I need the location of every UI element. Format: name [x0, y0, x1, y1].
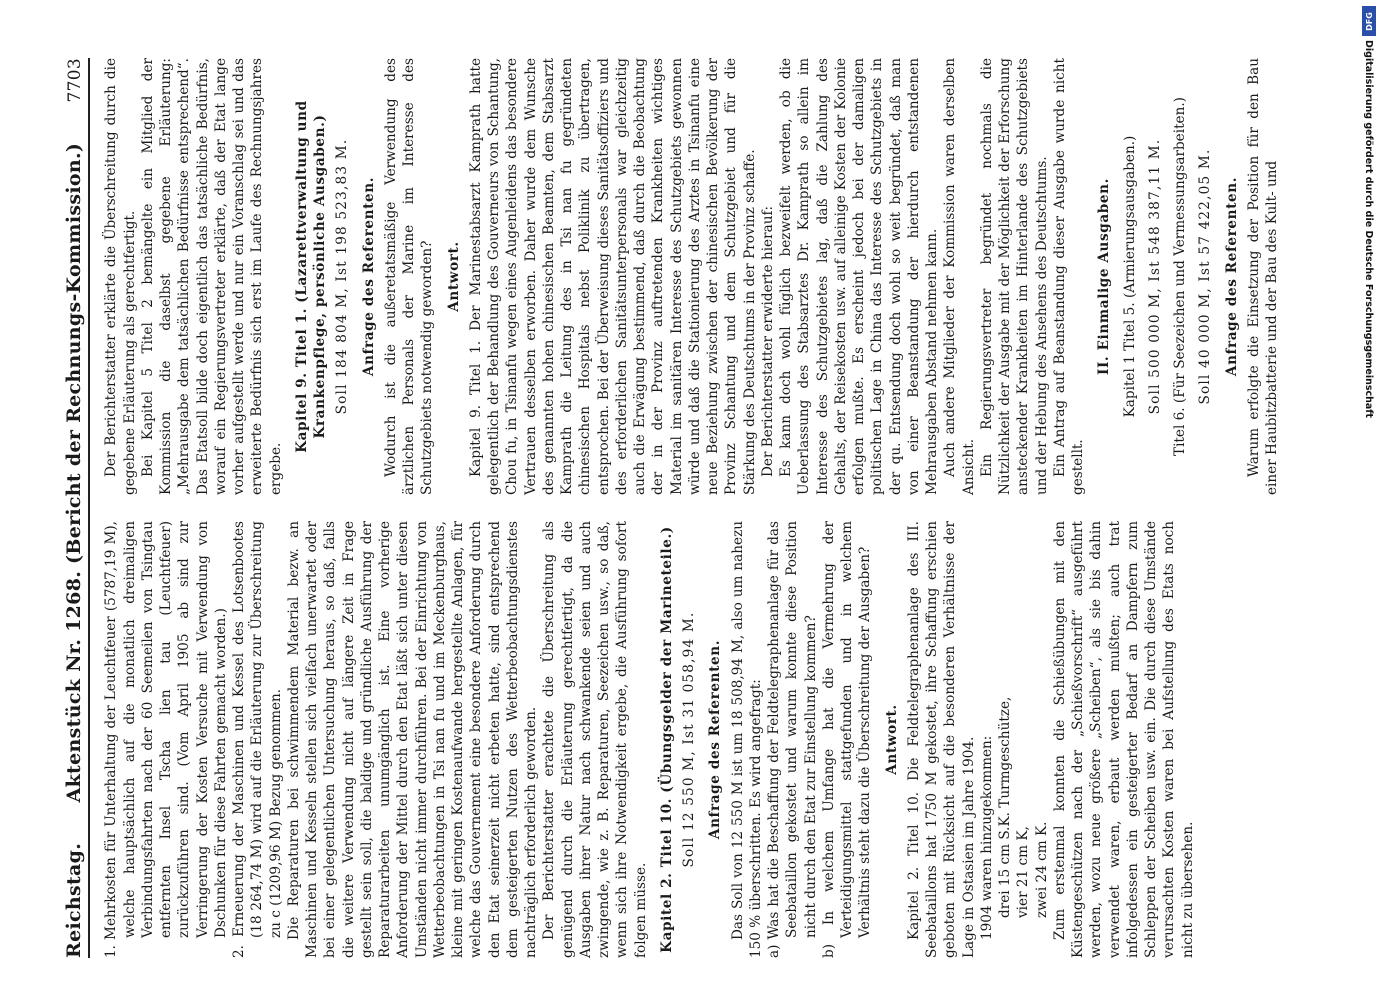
list-item: b) In welchem Umfange hat die Vermehrung der Verteidigungsmittel stattgefunden und in welchem Verhältnis steht dazu die Überschreitung der Ausgaben? — [820, 521, 874, 958]
section-heading: II. Einmalige Ausgaben. — [1096, 178, 1113, 375]
paragraph: Der Berichterstatter erachtete die Überschreitung als genügend durch die Erläuterung gerechtfertigt, da die Ausgaben ihrer Natur nach schwankende seien und auch zwingende, wie z. B. Reparaturen, Seezeichen usw., so daß, wenn sich ihre Notwendigkeit ergebe, die Ausführung sofort folgen müsse. — [541, 521, 649, 958]
paragraph: Bei Kapitel 5 Titel 2 bemängelte ein Mitglied der Kommission die daselbst gegebene Erläuterung: „Mehrausgabe dem tatsächlichen Bedürfnisse entsprechend“. Das Etatsoll bilde doch eigentlich das tatsächliche Bedürfnis, worauf ein Regierungsvertreter erklärte, daß der Etat lange vorher aufgestellt werde und nur ein Voranschlag sei und das erweiterte Bedürfnis sich erst im Laufe des Rechnungsjahres ergebe. — [139, 58, 284, 495]
budget-line: Soll 12 550 M, Ist 31 058,94 M. — [681, 611, 697, 868]
section-heading: Anfrage des Referenten. — [1223, 176, 1240, 377]
left-column — [102, 521, 1281, 958]
budget-line: Soll 500 000 M, Ist 548 387,11 M. — [1146, 138, 1163, 415]
paragraph: 1904 waren hinzugekommen: — [978, 735, 995, 940]
paragraph: Ein Antrag auf Beanstandung dieser Ausgabe wurde nicht gestellt. — [1051, 58, 1086, 495]
section-heading: Anfrage des Referenten. — [707, 639, 724, 840]
list-item: 1. Mehrkosten für Unterhaltung der Leuchtfeuer (5787,19 M), welche hauptsächlich auf die monatlich dreimaligen Verbindungsfahrten nach der 60 Seemeilen von Tsingtau entfernten Insel Tscha lien tau (Leuchtfeuer) zurückzuführen sind. (Vom April 1905 ab sind zur Verringerung der Kosten Versuche mit Verwendung von Dschunken für diese Fahrten gemacht worden.) — [103, 521, 229, 958]
budget-line: Soll 184 804 M, Ist 198 523,83 M. — [334, 138, 351, 415]
paragraph: Kapitel 2. Titel 10. Die Feldtelegraphenanlage des III. Seebataillons hat 1750 M gekostet, ihre Schaffung erschien geboten mit Rücksicht auf die besonderen Verhältnisse der Lage in Ostasien im Jahre 1904. — [905, 521, 977, 958]
document-page — [35, 30, 1325, 990]
list-entry: vier 21 cm K, — [1015, 826, 1032, 918]
paragraph: Wodurch ist die außeretatsmäßige Verwendung des ärztlichen Personals der Marine im Interesse des Schutzgebiets notwendig geworden? — [382, 58, 436, 495]
paragraph: Die Reparaturen bei schwimmendem Material bezw. an Maschinen und Kesseln stellen sich vielfach unerwartet oder bei einer gelegentlichen Untersuchung heraus, so daß, falls die weitere Verwendung nicht auf längere Zeit in Frage gestellt sein soll, die baldige und gründliche Ausführung der Reparaturarbeiten unumgänglich ist. Eine vorherige Anforderung der Mittel durch den Etat läßt sich unter diesen Umständen nicht immer durchführen. Bei der Einrichtung von Wetterbeobachtungen in Tsi nan fu und im Meckenburghaus, kleine mit geringen Kostenaufwande hergestellte Anlagen, für welche das Gouvernement eine besondere Anforderung durch den Etat seinerzeit nicht erbeten hatte, sind entsprechend dem gesteigerten Nutzen des Wetterbeobachtungsdienstes nachträglich erforderlich geworden. — [285, 521, 539, 958]
paragraph: Das Soll von 12 550 M ist um 18 508,94 M, also um nahezu 150 % überschritten. Es wird angefragt: — [729, 521, 764, 958]
section-heading: Kapitel 9. Titel 1. (Lazarettverwaltung und Krankenpflege, persönliche Ausgaben.) — [293, 100, 328, 453]
section-heading: Anfrage des Referenten. — [360, 176, 377, 377]
paragraph: Der Berichterstatter erwiderte hierauf: — [759, 205, 776, 477]
paragraph: Kapitel 9. Titel 1. Der Marinestabsarzt Kamprath hatte gelegentlich der Behandlung des Gouverneurs von Schantung, Chou fu, in Tsinanfu wegen eines Augenleidens das besondere Vertrauen desselben erworben. Daher wurde dem Wunsche des genannten hohen chinesischen Beamten, dem Stabsarzt Kamprath die Leitung des in Tsi nan fu gegründeten chinesischen Hospitals nebst Poliklinik zu übertragen, entsprochen. Bei der Überweisung dieses Sanitätsoffiziers und des erforderlichen Sanitätsunterpersonals war gleichzeitig auch die Erwägung bestimmend, daß durch die Beobachtung der in der Provinz auftretenden Krankheiten wichtiges Material im sanitären Interesse des Schutzgebiets gewonnen würde und daß die Stationierung des Arztes in Tsinanfu eine neue Beziehung zwischen der chinesischen Bevölkerung der Provinz Schantung und dem Schutzgebiet und für die Stärkung des Deutschtums in der Provinz schaffe. — [467, 58, 758, 495]
dfg-logo — [1362, 6, 1376, 36]
paragraph: Es kann doch wohl füglich bezweifelt werden, ob die Ueberlassung des Stabsarztes Dr. Kamprath so allein im Interesse des Schutzgebietes lag, daß die Zahlung des Gehalts, der Reisekosten usw. auf alleinige Kosten der Kolonie erfolgen mußte. Es erscheint jedoch bei der damaligen politischen Lage in China das Interesse des Schutzgebiets in der qu. Entsendung doch wohl so weit begründet, daß man von einer Beanstandung der hierdurch entstandenen Mehrausgaben Abstand nehmen kann. — [778, 58, 940, 495]
page-header — [65, 58, 90, 958]
section-title: Kapitel 1 Titel 5. (Armierungsausgaben.) — [1121, 135, 1138, 418]
funding-credit — [1362, 40, 1376, 580]
header-left: Reichstag. — [63, 842, 85, 958]
paragraph: Der Berichterstatter erklärte die Überschreitung durch die gegebene Erläuterung als gerechtfertigt. — [103, 58, 138, 495]
paragraph: Warum erfolgte die Einsetzung der Position für den Bau einer Haubitzbatterie und der Bau des Kult- und — [1245, 58, 1280, 495]
paragraph: Zum erstenmal konnten die Schießübungen mit den Küstengeschützen nach der „Schießvorschrift“ ausgeführt werden, wozu neue größere „Scheiben“, als sie bis dahin verwendet waren, erbaut werden mußten; auch trat infolgedessen ein gesteigerter Bedarf an Dampfern zum Schleppen der Scheiben usw. ein. Die durch diese Umstände verursachten Kosten waren bei Aufstellung des Etats noch nicht zu übersehen. — [1051, 521, 1196, 958]
paragraph: Auch andere Mitglieder der Kommission waren derselben Ansicht. — [942, 58, 977, 495]
dfg-logo-text: DFG — [1364, 11, 1374, 31]
page-number: 7703 — [65, 58, 85, 103]
paragraph: Ein Regierungsvertreter begründet nochmals die Nützlichkeit der Ausgabe mit der Möglichkeit der Erforschung ansteckender Krankheiten im Hinterlande des Schutzgebiets und der Hebung des Ansehens des Deutschtums. — [978, 58, 1050, 495]
text-columns — [102, 58, 1281, 958]
budget-line: Soll 40 000 M, Ist 57 422,05 M. — [1197, 148, 1214, 405]
list-entry: drei 15 cm S.K. Turmgeschütze, — [997, 696, 1013, 918]
section-heading: Antwort. — [445, 241, 462, 312]
section-title: Titel 6. (Für Seezeichen und Vermessungsarbeiten.) — [1172, 97, 1188, 456]
section-heading: Antwort. — [883, 704, 900, 775]
funding-credit-text: Digitalisierung gefördert durch die Deutsche Forschungsgemeinschaft — [1363, 40, 1374, 418]
list-item: 2. Erneuerung der Maschinen und Kessel des Lotsenbootes (18 264,74 M) wird auf die Erläuterung zur Überschreitung zu c (1209,96 M) Bezug genommen. — [231, 521, 284, 958]
right-column — [102, 58, 1281, 495]
section-heading: Kapitel 2. Titel 10. (Übungsgelder der Marineteile.) — [658, 526, 675, 953]
list-entry: zwei 24 cm K. — [1033, 821, 1050, 918]
header-title: Aktenstück Nr. 1268. (Bericht der Rechnungs-Kommission.) — [63, 142, 85, 803]
list-item: a) Was hat die Beschaffung der Feldtelegraphenanlage für das Seebataillon gekostet und warum konnte diese Position nicht durch den Etat zur Einstellung kommen? — [766, 521, 819, 958]
